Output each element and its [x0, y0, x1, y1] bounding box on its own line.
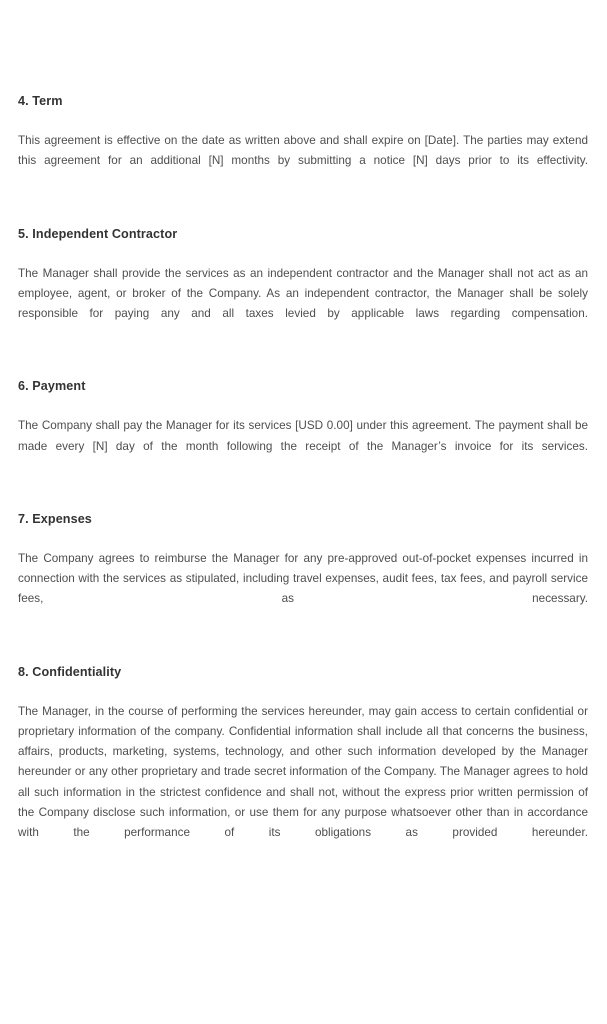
section-paragraph-confidentiality: The Manager, in the course of performing the services hereunder, may gain access to certain confidential or proprietary information of the company. Confidential information shall include all that concerns the business, affairs, products, marketing, systems, technology, and other such information developed by the Manager hereunder or any other proprietary and trade secret information of the Company. The Manager agrees to hold all such information in the strictest confidence and shall not, without the express prior written permission of the Company disclose such information, or use them for any purpose whatsoever other than in accordance with the performance of its obligations as provided hereunder.	[18, 704, 588, 840]
section-payment	[18, 378, 588, 477]
section-paragraph-independent-contractor: The Manager shall provide the services as an independent contractor and the Manager shall not act as an employee, agent, or broker of the Company. As an independent contractor, the Manager shall be solely responsible for paying any and all taxes levied by applicable laws regarding compensation.	[18, 266, 588, 321]
section-paragraph-payment: The Company shall pay the Manager for its services [USD 0.00] under this agreement. The payment shall be made every [N] day of the month following the receipt of the Manager’s invoice for its services.	[18, 419, 588, 453]
section-expenses	[18, 511, 588, 630]
section-heading-independent-contractor: 5. Independent Contractor	[18, 226, 178, 241]
section-heading-confidentiality: 8. Confidentiality	[18, 664, 122, 679]
document-text-body	[18, 93, 588, 863]
section-heading-payment: 6. Payment	[18, 379, 86, 394]
section-term	[18, 93, 588, 192]
section-heading-term: 4. Term	[18, 94, 63, 108]
section-heading-expenses: 7. Expenses	[18, 512, 92, 527]
section-confidentiality	[18, 664, 588, 864]
section-paragraph-term: This agreement is effective on the date as written above and shall expire on [Date]. The parties may extend this agreement for an additional [N] months by submitting a notice [N] days prior to its effectivity.	[18, 134, 588, 168]
section-paragraph-expenses: The Company agrees to reimburse the Manager for any pre-approved out-of-pocket expenses incurred in connection with the services as stipulated, including travel expenses, audit fees, tax fees, and payroll service fees, as necessary.	[18, 552, 588, 606]
section-independent-contractor	[18, 226, 588, 345]
